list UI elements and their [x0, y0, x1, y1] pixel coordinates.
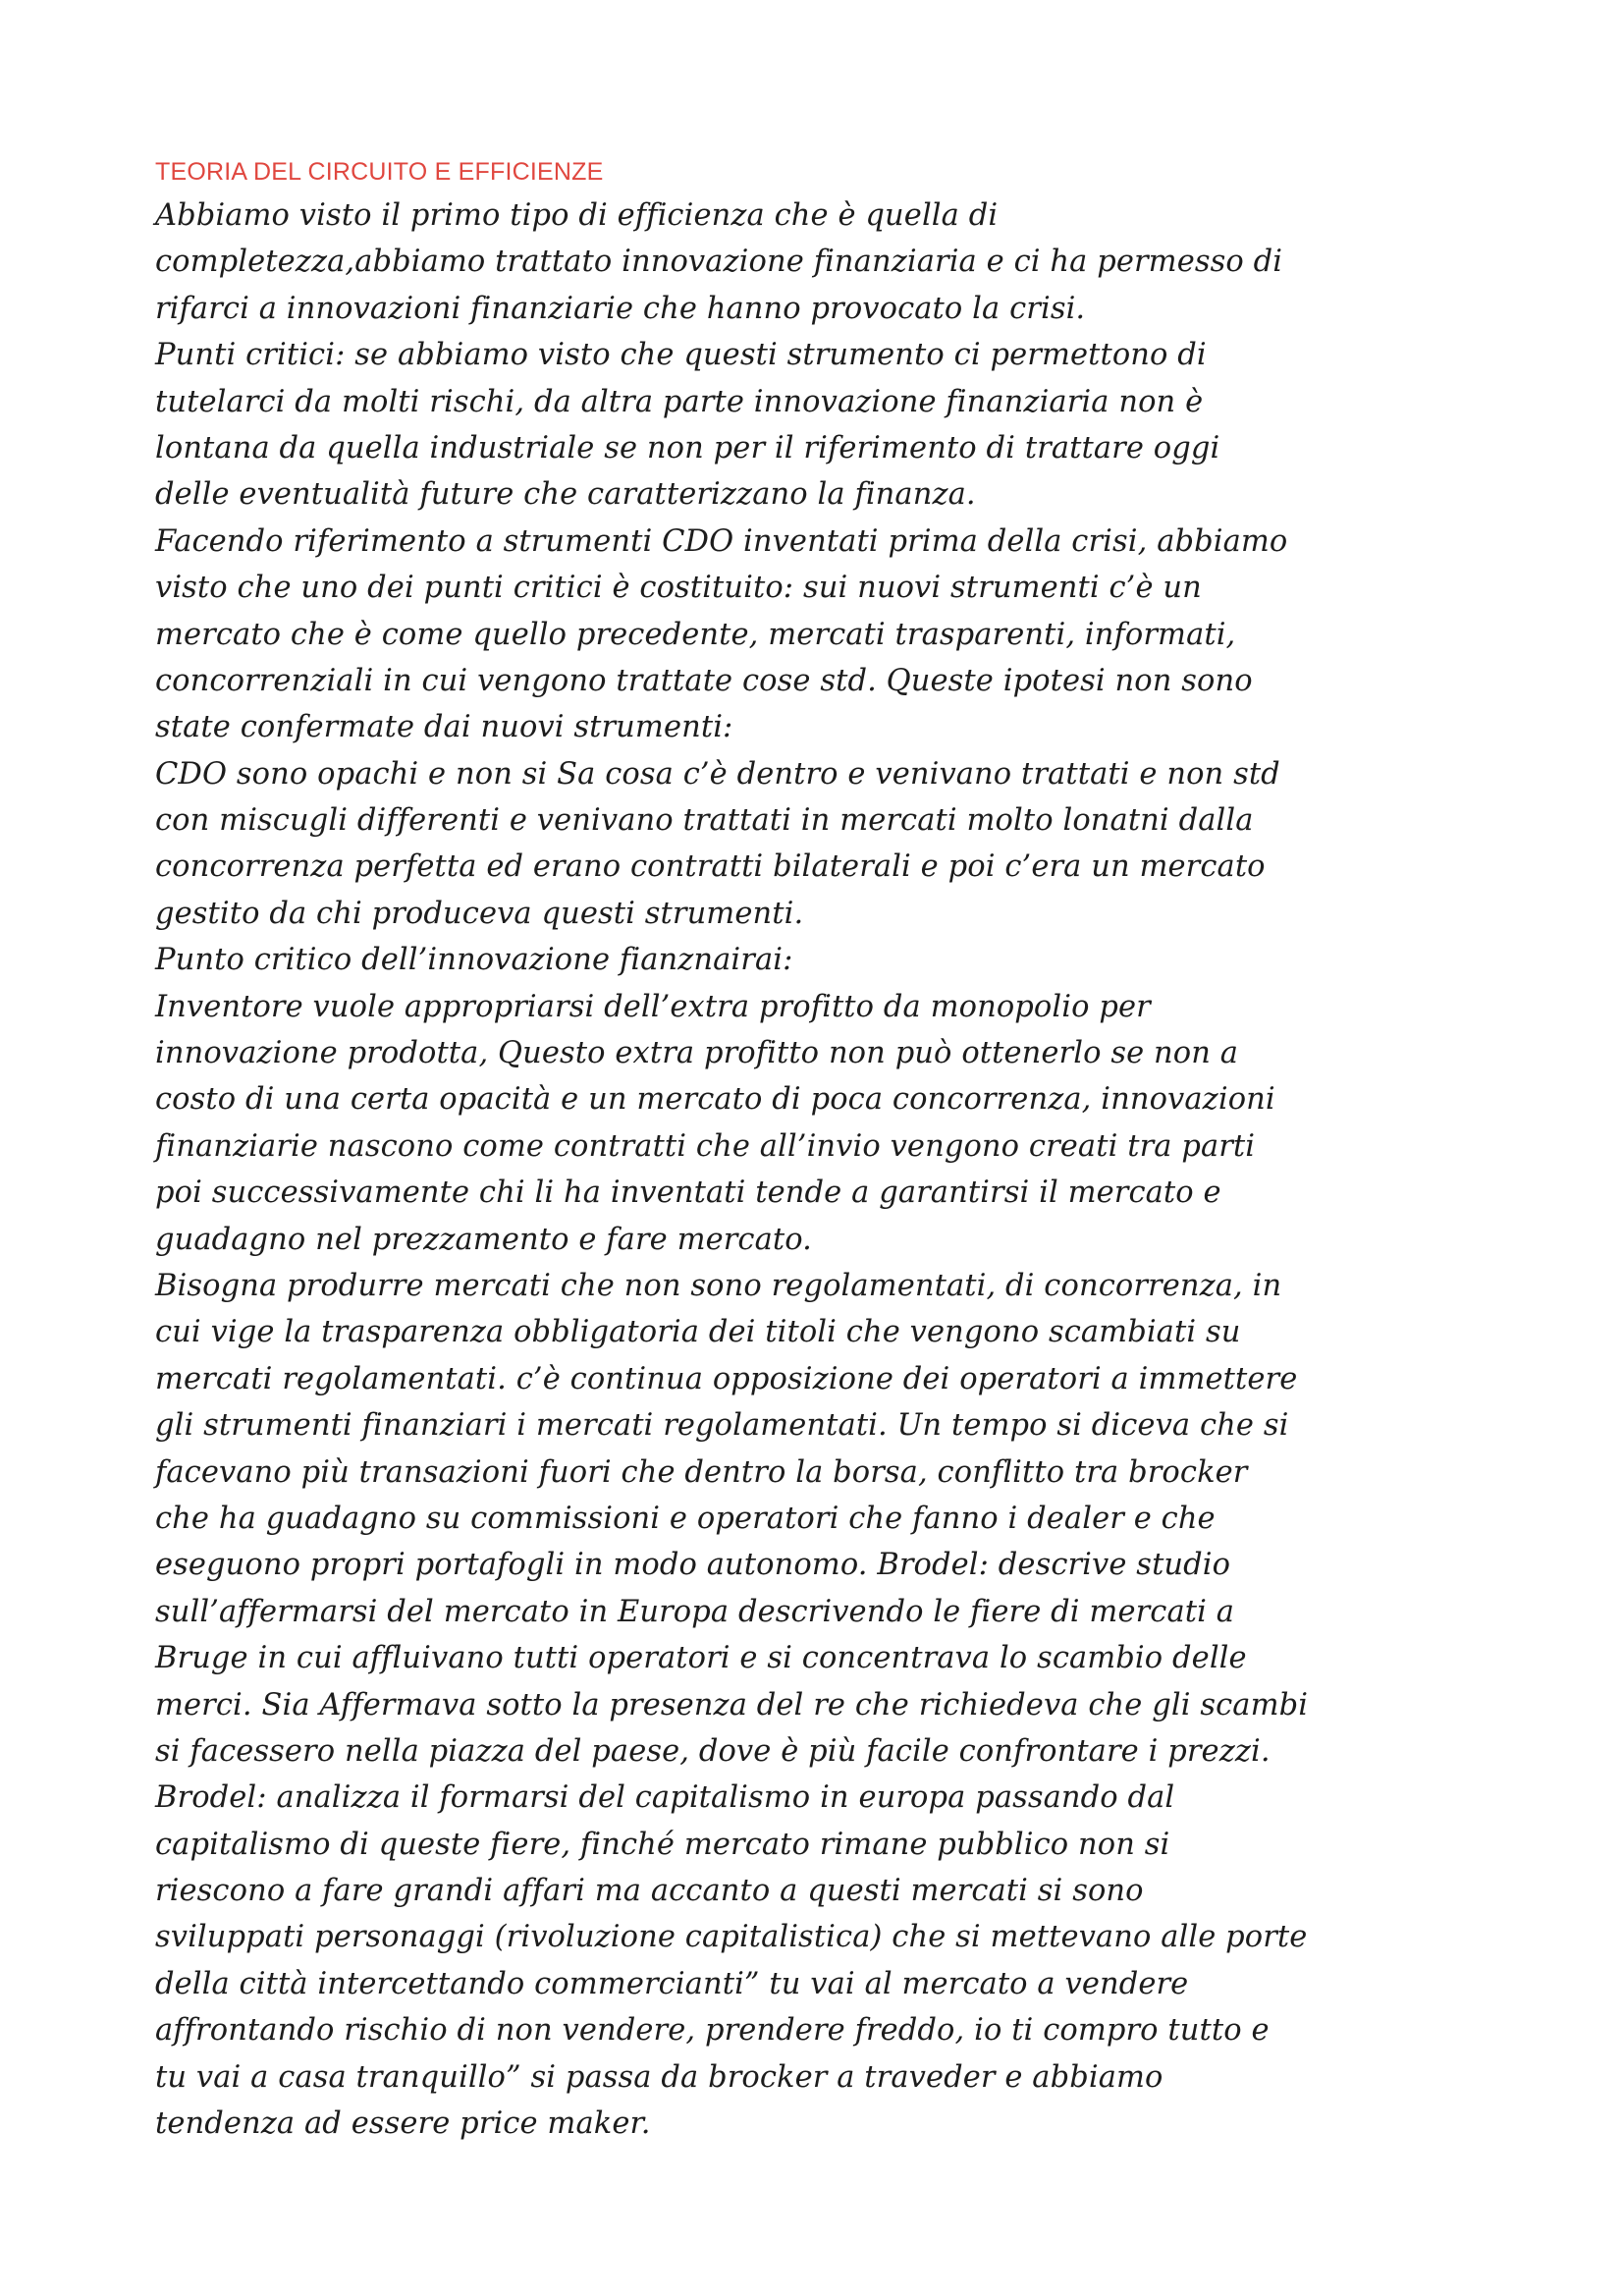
- text-line: sviluppati personaggi (rivoluzione capitalistica) che si mettevano alle porte: [155, 1920, 1308, 1955]
- text-line: Facendo riferimento a strumenti CDO inventati prima della crisi, abbiamo: [155, 523, 1288, 559]
- text-line: con miscugli differenti e venivano trattati in mercati molto lonatni dalla: [155, 803, 1254, 839]
- text-line: capitalismo di queste fiere, finché mercato rimane pubblico non si: [155, 1827, 1170, 1862]
- text-line: visto che uno dei punti critici è costituito: sui nuovi strumenti c’è un: [155, 571, 1202, 606]
- text-line: lontana da quella industriale se non per il riferimento di trattare oggi: [155, 430, 1220, 465]
- text-line: Bruge in cui affluivano tutti operatori e si concentrava lo scambio delle: [155, 1641, 1247, 1676]
- text-line: tendenza ad essere price maker.: [155, 2106, 651, 2142]
- text-line: si facessero nella piazza del paese, dove è più facile confrontare i prezzi.: [155, 1733, 1271, 1769]
- text-line: guadagno nel prezzamento e fare mercato.: [155, 1222, 812, 1257]
- text-line: sull’affermarsi del mercato in Europa descrivendo le fiere di mercati a: [155, 1594, 1235, 1629]
- text-line: eseguono propri portafogli in modo autonomo. Brodel: descrive studio: [155, 1548, 1231, 1583]
- text-line: merci. Sia Affermava sotto la presenza del re che richiedeva che gli scambi: [155, 1687, 1309, 1722]
- text-line: Inventore vuole appropriarsi dell’extra profitto da monopolio per: [155, 989, 1151, 1024]
- text-line: Punto critico dell’innovazione fianznairai:: [155, 943, 793, 978]
- text-line: concorrenza perfetta ed erano contratti bilaterali e poi c’era un mercato: [155, 849, 1266, 885]
- text-line: facevano più transazioni fuori che dentro la borsa, conflitto tra brocker: [155, 1454, 1248, 1490]
- text-line: finanziarie nascono come contratti che all’invio vengono creati tra parti: [155, 1128, 1256, 1164]
- text-line: rifarci a innovazioni finanziarie che hanno provocato la crisi.: [155, 291, 1086, 326]
- document-body: [155, 192, 1308, 2147]
- text-line: affrontando rischio di non vendere, prendere freddo, io ti compro tutto e: [155, 2013, 1270, 2049]
- text-line: cui vige la trasparenza obbligatoria dei titoli che vengono scambiati su: [155, 1315, 1241, 1350]
- text-line: riescono a fare grandi affari ma accanto a questi mercati si sono: [155, 1874, 1144, 1909]
- text-line: CDO sono opachi e non si Sa cosa c’è dentro e venivano trattati e non std: [155, 756, 1280, 792]
- text-line: costo di una certa opacità e un mercato di poca concorrenza, innovazioni: [155, 1082, 1275, 1118]
- text-line: state confermate dai nuovi strumenti:: [155, 710, 733, 745]
- text-line: completezza,abbiamo trattato innovazione finanziaria e ci ha permesso di: [155, 245, 1283, 280]
- text-line: gli strumenti finanziari i mercati regolamentati. Un tempo si diceva che si: [155, 1408, 1289, 1444]
- text-line: poi successivamente chi li ha inventati tende a garantirsi il mercato e: [155, 1175, 1221, 1211]
- text-line: tu vai a casa tranquillo” si passa da brocker a traveder e abbiamo: [155, 2059, 1163, 2095]
- text-line: Bisogna produrre mercati che non sono regolamentati, di concorrenza, in: [155, 1268, 1282, 1303]
- text-line: gestito da chi produceva questi strumenti.: [155, 896, 804, 931]
- text-line: delle eventualità future che caratterizzano la finanza.: [155, 477, 976, 513]
- text-line: Punti critici: se abbiamo visto che questi strumento ci permettono di: [155, 338, 1207, 373]
- text-line: Brodel: analizza il formarsi del capitalismo in europa passando dal: [155, 1780, 1175, 1816]
- text-line: che ha guadagno su commissioni e operatori che fanno i dealer e che: [155, 1501, 1216, 1536]
- text-line: mercati regolamentati. c’è continua opposizione dei operatori a immettere: [155, 1361, 1298, 1396]
- text-line: concorrenziali in cui vengono trattate cose std. Queste ipotesi non sono: [155, 663, 1253, 698]
- text-line: innovazione prodotta, Questo extra profitto non può ottenerlo se non a: [155, 1036, 1239, 1071]
- text-line: Abbiamo visto il primo tipo di efficienza che è quella di: [155, 198, 999, 233]
- document-title: TEORIA DEL CIRCUITO E EFFICIENZE: [155, 158, 604, 186]
- text-line: mercato che è come quello precedente, mercati trasparenti, informati,: [155, 617, 1236, 652]
- text-line: tutelarci da molti rischi, da altra parte innovazione finanziaria non è: [155, 384, 1204, 419]
- text-line: della città intercettando commercianti” tu vai al mercato a vendere: [155, 1966, 1189, 2001]
